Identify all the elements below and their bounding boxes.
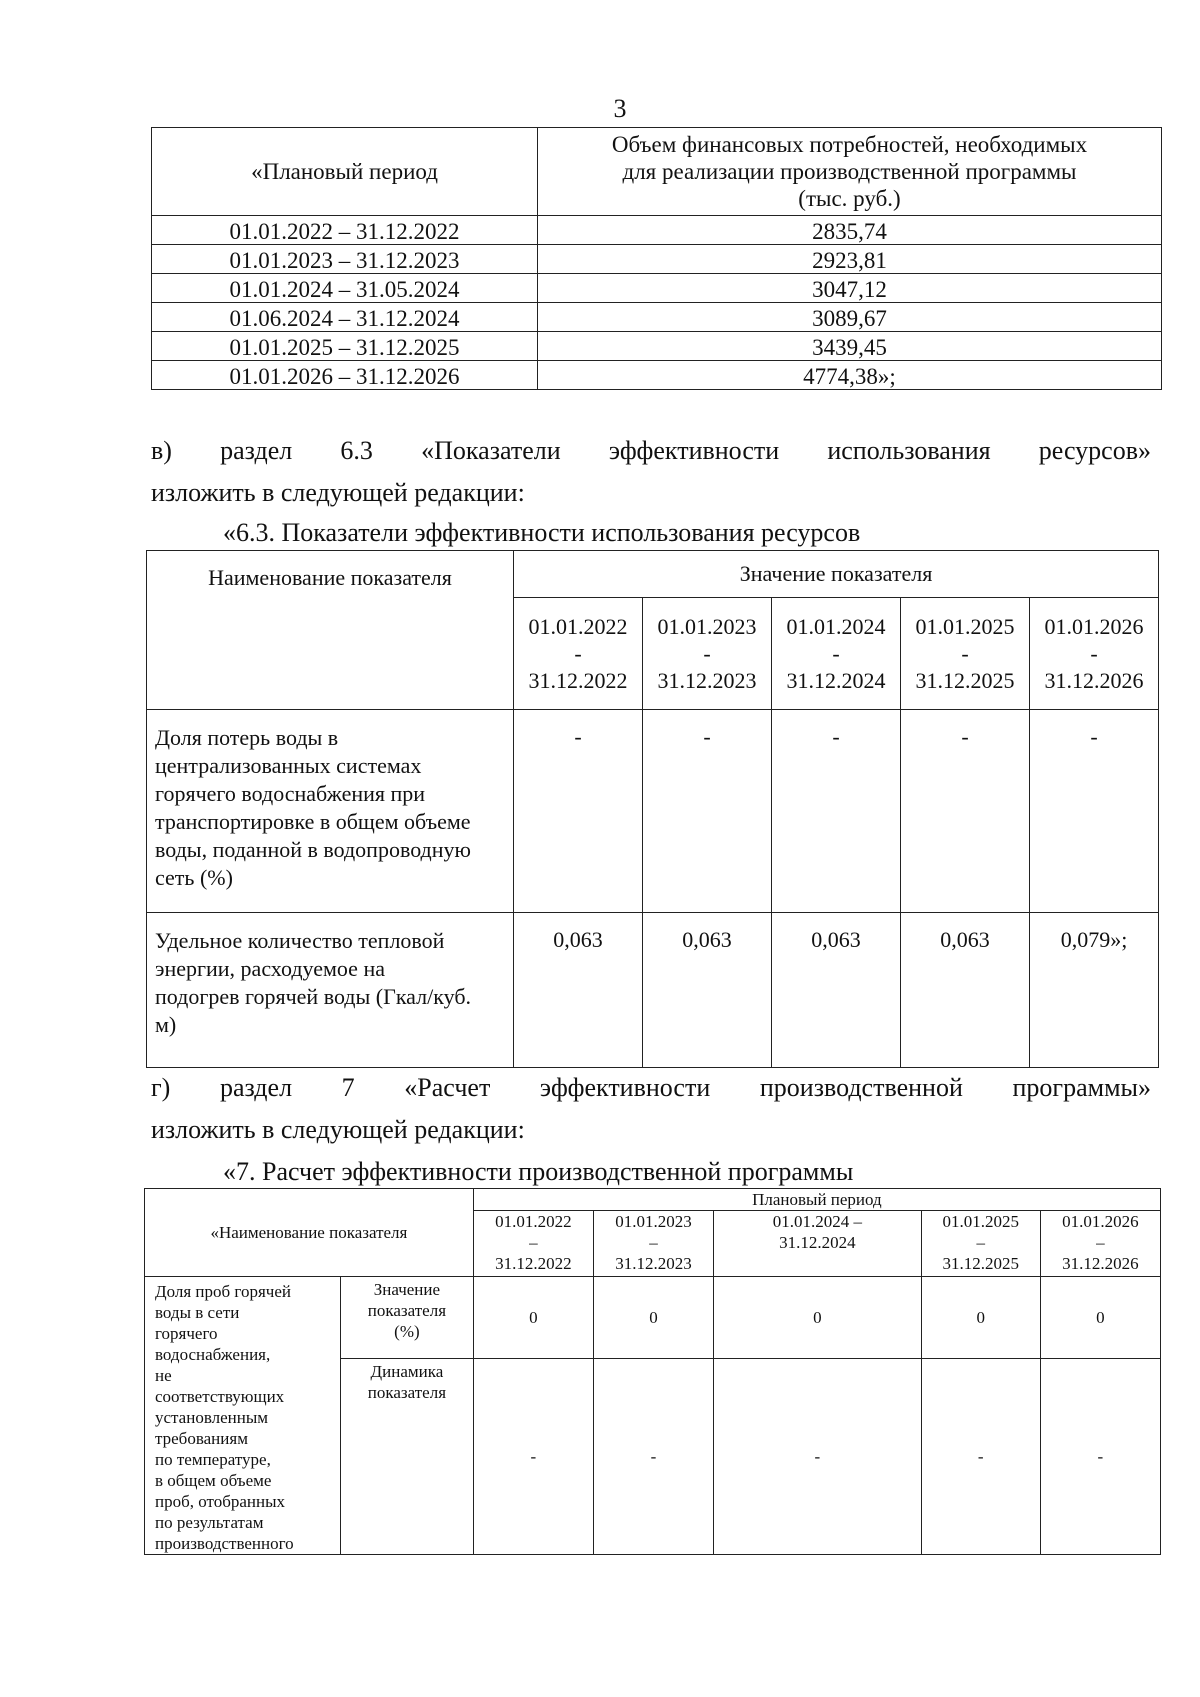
section-7-heading: «7. Расчет эффективности производственной программы [223,1157,854,1186]
value-cell: 0 [921,1277,1040,1359]
value-cell: - [593,1358,713,1554]
value-cell: 0,079»; [1030,913,1159,1068]
period-header-2024: 01.01.2024 - 31.12.2024 [772,598,901,710]
period-header-2026: 01.01.2026 - 31.12.2026 [1030,598,1159,710]
financing-table [151,127,1162,390]
period-cell: 01.01.2026 – 31.12.2026 [152,361,538,390]
indicator-name-header: «Наименование показателя [145,1189,474,1277]
value-cell: 2923,81 [538,245,1162,274]
table-row [152,303,1162,332]
table-row [152,332,1162,361]
value-cell: 0 [714,1277,922,1359]
section-6-3-heading: «6.3. Показатели эффективности использования ресурсов [223,518,861,547]
indicator-value-header: Значение показателя [514,551,1159,598]
period-cell: 01.01.2023 – 31.12.2023 [152,245,538,274]
value-cell: - [1030,710,1159,913]
program-efficiency-table [144,1188,1161,1555]
period-header-2025: 01.01.2025 – 31.12.2025 [921,1211,1040,1277]
value-cell: 0,063 [514,913,643,1068]
value-cell: - [714,1358,922,1554]
value-cell: 3089,67 [538,303,1162,332]
period-cell: 01.01.2024 – 31.05.2024 [152,274,538,303]
value-cell: - [514,710,643,913]
value-cell: - [1040,1358,1160,1554]
period-header-2025: 01.01.2025 - 31.12.2025 [901,598,1030,710]
table-row [152,361,1162,390]
indicator-name: Доля проб горячей воды в сети горячего водоснабжения, не соответствующих установленным требованиям по температуре, в общем объеме проб, отобранных по результатам производственного [145,1277,341,1555]
period-header-2026: 01.01.2026 – 31.12.2026 [1040,1211,1160,1277]
value-cell: - [901,710,1030,913]
subrow-label-value: Значение показателя (%) [341,1277,474,1359]
plan-period-header: Плановый период [473,1189,1160,1211]
value-cell: 4774,38»; [538,361,1162,390]
value-cell: - [643,710,772,913]
table-row [152,274,1162,303]
value-cell: 0 [473,1277,593,1359]
period-header-2023: 01.01.2023 - 31.12.2023 [643,598,772,710]
value-cell: 0,063 [901,913,1030,1068]
volume-header: Объем финансовых потребностей, необходимых для реализации производственной программы (тыс. руб.) [538,128,1162,216]
page-number: 3 [613,94,627,123]
indicator-name-header: Наименование показателя [147,551,514,710]
period-cell: 01.01.2022 – 31.12.2022 [152,216,538,245]
indicator-name: Доля потерь воды в централизованных системах горячего водоснабжения при транспортировке в общем объеме воды, поданной в водопроводную сеть (%) [147,710,514,913]
indicator-name: Удельное количество тепловой энергии, расходуемое на подогрев горячей воды (Гкал/куб. м) [147,913,514,1068]
value-cell: 0 [1040,1277,1160,1359]
table-row [152,245,1162,274]
section-g-paragraph-continued: изложить в следующей редакции: [151,1115,525,1144]
value-cell: 3047,12 [538,274,1162,303]
value-cell: 0,063 [643,913,772,1068]
period-header-2022: 01.01.2022 – 31.12.2022 [473,1211,593,1277]
period-header: «Плановый период [152,128,538,216]
table-row [152,216,1162,245]
period-cell: 01.06.2024 – 31.12.2024 [152,303,538,332]
value-cell: 3439,45 [538,332,1162,361]
table-row [147,913,1159,1068]
section-g-paragraph: г) раздел 7 «Расчет эффективности производственной программы» [151,1073,1151,1102]
subrow-label-dynamics: Динамика показателя [341,1358,474,1554]
value-cell: 0 [593,1277,713,1359]
value-cell: 2835,74 [538,216,1162,245]
section-v-paragraph: в) раздел 6.3 «Показатели эффективности использования ресурсов» [151,436,1151,465]
section-v-paragraph-continued: изложить в следующей редакции: [151,478,525,507]
value-cell: - [921,1358,1040,1554]
period-header-2024: 01.01.2024 – 31.12.2024 [714,1211,922,1277]
value-cell: - [772,710,901,913]
period-cell: 01.01.2025 – 31.12.2025 [152,332,538,361]
table-row [145,1277,1161,1359]
period-header-2023: 01.01.2023 – 31.12.2023 [593,1211,713,1277]
resource-efficiency-table [146,550,1159,1068]
table-row [147,710,1159,913]
period-header-2022: 01.01.2022 - 31.12.2022 [514,598,643,710]
value-cell: - [473,1358,593,1554]
value-cell: 0,063 [772,913,901,1068]
